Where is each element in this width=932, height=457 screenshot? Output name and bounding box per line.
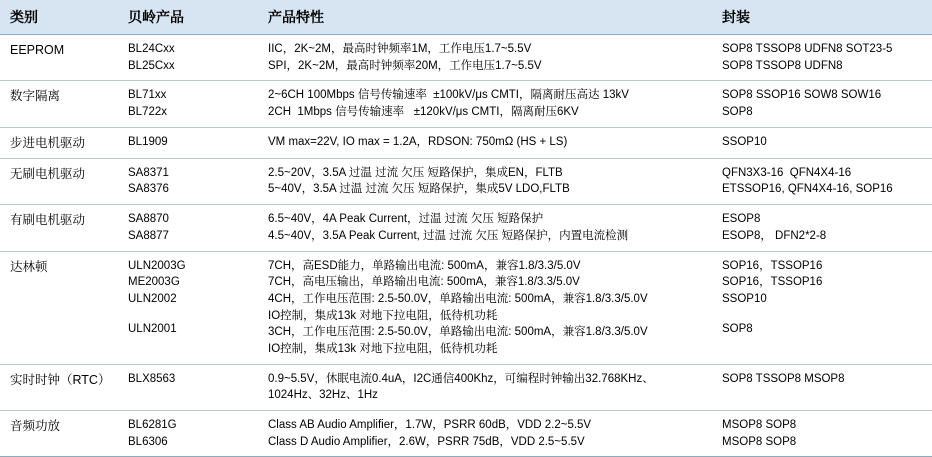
package-line: SOP8 TSSOP8 UDFN8 — [722, 59, 843, 72]
package-line: SOP8 SSOP16 SOW8 SOW16 — [722, 89, 882, 102]
cell-products — [118, 410, 258, 456]
table-header-row — [0, 0, 932, 35]
cell-packages — [712, 251, 932, 364]
feature-line: 5~40V，3.5A 过温 过流 欠压 短路保护，集成5V LDO,FLTB — [268, 183, 570, 196]
product-name: BL6281G — [128, 418, 177, 431]
cell-packages — [712, 364, 932, 410]
cell-features — [258, 205, 712, 251]
product-name: SA8376 — [128, 183, 169, 196]
feature-line: 2~6CH 100Mbps 信号传输速率 ±100kV/μs CMTI，隔离耐压高达 13kV — [268, 89, 629, 102]
column-header-product: 贝岭产品 — [118, 0, 258, 35]
cell-packages — [712, 205, 932, 251]
feature-line: 0.9~5.5V，休眠电流0.4uA，I2C通信400Khz，可编程时钟输出32.768KHz、 — [268, 372, 654, 385]
table-row — [0, 410, 932, 456]
package-line: SOP8 TSSOP8 UDFN8 SOT23-5 — [722, 43, 893, 55]
cell-category: 无刷电机驱动 — [0, 158, 118, 204]
feature-line: 4.5~40V，3.5A Peak Current, 过温 过流 欠压 短路保护，内置电流检测 — [268, 229, 629, 242]
column-header-category: 类别 — [0, 0, 118, 35]
table-header — [0, 0, 932, 35]
cell-features — [258, 158, 712, 204]
cell-products — [118, 205, 258, 251]
product-spacer — [128, 308, 250, 321]
product-name: ULN2001 — [128, 322, 177, 335]
product-name: BL24Cxx — [128, 43, 175, 55]
cell-category: 有刷电机驱动 — [0, 205, 118, 251]
cell-products — [118, 251, 258, 364]
package-line: SSOP10 — [722, 135, 767, 148]
cell-packages — [712, 35, 932, 81]
table-row — [0, 158, 932, 204]
cell-features — [258, 127, 712, 158]
package-line: SOP16，TSSOP16 — [722, 259, 823, 272]
feature-line: IIC，2K~2M，最高时钟频率1M，工作电压1.7~5.5V — [268, 43, 532, 55]
cell-features — [258, 410, 712, 456]
package-line: ESOP8， DFN2*2-8 — [722, 229, 827, 242]
cell-packages — [712, 127, 932, 158]
cell-packages — [712, 81, 932, 127]
feature-line: 2.5~20V，3.5A 过温 过流 欠压 短路保护，集成EN，FLTB — [268, 166, 563, 179]
feature-line: IO控制，集成13k 对地下拉电阻，低待机功耗 — [268, 342, 498, 355]
cell-category: EEPROM — [0, 35, 118, 81]
package-line: SOP16，TSSOP16 — [722, 276, 823, 289]
cell-features — [258, 251, 712, 364]
cell-category: 实时时钟（RTC） — [0, 364, 118, 410]
product-name: ULN2002 — [128, 292, 177, 305]
feature-line: IO控制，集成13k 对地下拉电阻，低待机功耗 — [268, 309, 498, 322]
table-row — [0, 127, 932, 158]
product-name: BL25Cxx — [128, 59, 175, 72]
feature-line: 7CH，高电压输出，单路输出电流: 500mA，兼容1.8/3.3/5.0V — [268, 276, 580, 289]
package-line: QFN3X3-16 QFN4X4-16 — [722, 166, 852, 179]
product-name: BL71xx — [128, 89, 167, 102]
product-name: SA8371 — [128, 166, 169, 179]
cell-features — [258, 364, 712, 410]
feature-line: 1024Hz、32Hz、1Hz — [268, 389, 378, 402]
feature-line: 6.5~40V，4A Peak Current，过温 过流 欠压 短路保护 — [268, 213, 544, 226]
feature-line: VM max=22V, IO max = 1.2A，RDSON: 750mΩ (HS + LS) — [268, 135, 568, 148]
cell-products — [118, 127, 258, 158]
table-row — [0, 205, 932, 251]
table-row — [0, 35, 932, 81]
package-line: ESOP8 — [722, 213, 761, 226]
feature-line: 7CH，高ESD能力，单路输出电流: 500mA，兼容1.8/3.3/5.0V — [268, 259, 581, 272]
table-row — [0, 81, 932, 127]
package-line: MSOP8 SOP8 — [722, 435, 797, 448]
table-body — [0, 35, 932, 457]
cell-features — [258, 35, 712, 81]
cell-packages — [712, 410, 932, 456]
cell-products — [118, 158, 258, 204]
cell-products — [118, 81, 258, 127]
table-row — [0, 251, 932, 364]
cell-packages — [712, 158, 932, 204]
product-name: BLX8563 — [128, 372, 176, 385]
feature-line: 3CH，工作电压范围: 2.5-50.0V，单路输出电流: 500mA，兼容1.8/3.3/5.0V — [268, 326, 648, 339]
feature-line: 2CH 1Mbps 信号传输速率 ±120kV/μs CMTI，隔离耐压6KV — [268, 106, 579, 119]
column-header-features: 产品特性 — [258, 0, 712, 35]
feature-line: SPI，2K~2M，最高时钟频率20M，工作电压1.7~5.5V — [268, 59, 542, 72]
table-row — [0, 364, 932, 410]
package-line: SOP8 — [722, 106, 753, 119]
package-spacer — [722, 308, 924, 321]
product-name: ME2003G — [128, 276, 180, 289]
package-line: SSOP10 — [722, 292, 767, 305]
feature-line: Class D Audio Amplifier，2.6W，PSRR 75dB，VDD 2.5~5.5V — [268, 435, 585, 448]
cell-category: 数字隔离 — [0, 81, 118, 127]
product-name: BL722x — [128, 106, 168, 119]
feature-line: 4CH，工作电压范围: 2.5-50.0V，单路输出电流: 500mA，兼容1.8/3.3/5.0V — [268, 292, 648, 305]
cell-products — [118, 35, 258, 81]
cell-category: 音频功放 — [0, 410, 118, 456]
cell-category: 达林顿 — [0, 251, 118, 364]
feature-line: Class AB Audio Amplifier，1.7W，PSRR 60dB，VDD 2.2~5.5V — [268, 418, 592, 431]
product-name: SA8870 — [128, 213, 169, 226]
cell-features — [258, 81, 712, 127]
column-header-package: 封装 — [712, 0, 932, 35]
product-name: BL1909 — [128, 135, 168, 148]
package-line: ETSSOP16, QFN4X4-16, SOP16 — [722, 183, 893, 196]
package-line: SOP8 — [722, 322, 753, 335]
package-line: MSOP8 SOP8 — [722, 418, 797, 431]
package-line: SOP8 TSSOP8 MSOP8 — [722, 372, 845, 385]
cell-products — [118, 364, 258, 410]
product-name: BL6306 — [128, 435, 168, 448]
cell-category: 步进电机驱动 — [0, 127, 118, 158]
product-name: SA8877 — [128, 229, 169, 242]
product-name: ULN2003G — [128, 259, 186, 272]
